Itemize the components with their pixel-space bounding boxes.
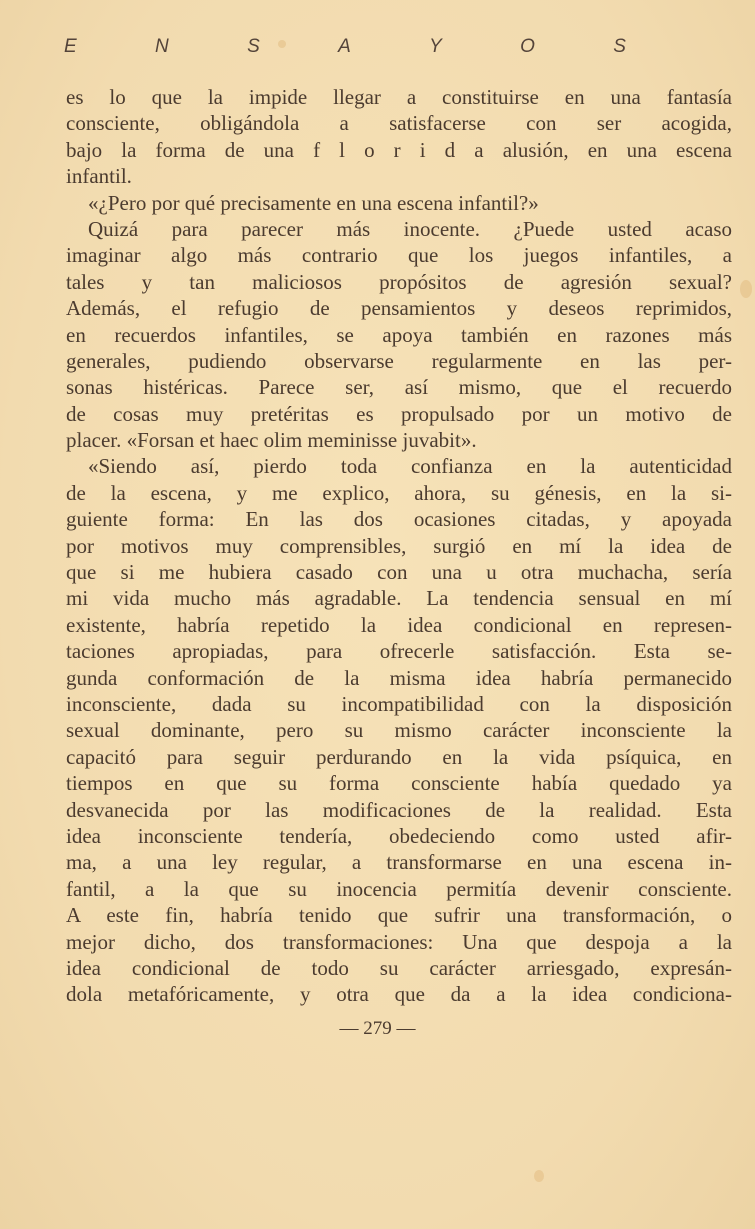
paper-stain — [740, 280, 752, 298]
header-letter: Y — [429, 36, 442, 57]
header-letter: A — [338, 36, 351, 57]
text-line: sonas histéricas. Parece ser, así mismo, que el recuerdo — [66, 375, 732, 400]
text-line: que si me hubiera casado con una u otra muchacha, sería — [66, 560, 732, 585]
body-text — [66, 84, 732, 1008]
text-line: guiente forma: En las dos ocasiones citadas, y apoyada — [66, 507, 732, 532]
text-line: gunda conformación de la misma idea habría permanecido — [66, 665, 732, 690]
text-line: A este fin, habría tenido que sufrir una transformación, o — [66, 903, 732, 928]
paper-stain — [534, 1170, 544, 1182]
text-line: infantil. — [66, 164, 132, 189]
page-number: — 279 — — [339, 1018, 416, 1039]
header-letter: O — [520, 36, 535, 57]
text-line: placer. «Forsan et haec olim meminisse juvabit». — [66, 428, 477, 453]
text-line: Quizá para parecer más inocente. ¿Puede usted acaso — [88, 216, 732, 241]
text-line: de cosas muy pretéritas es propulsado por un motivo de — [66, 401, 732, 426]
running-header — [64, 36, 626, 58]
text-line: desvanecida por las modificaciones de la realidad. Esta — [66, 797, 732, 822]
text-line: «Siendo así, pierdo toda confianza en la autenticidad — [88, 454, 732, 479]
text-line: generales, pudiendo observarse regularmente en las per- — [66, 348, 732, 373]
text-line: mi vida mucho más agradable. La tendencia sensual en mí — [66, 586, 732, 611]
text-line: inconsciente, dada su incompatibilidad con la disposición — [66, 691, 732, 716]
text-line: «¿Pero por qué precisamente en una escena infantil?» — [88, 190, 539, 215]
text-line: Además, el refugio de pensamientos y deseos reprimidos, — [66, 296, 732, 321]
text-line: taciones apropiadas, para ofrecerle satisfacción. Esta se- — [66, 639, 732, 664]
text-line: dola metafóricamente, y otra que da a la idea condiciona- — [66, 982, 732, 1007]
header-letter: S — [247, 36, 260, 57]
header-letter: S — [613, 36, 626, 57]
header-letter: E — [64, 36, 77, 57]
text-line: es lo que la impide llegar a constituirse en una fantasía — [66, 85, 732, 109]
text-line: imaginar algo más contrario que los juegos infantiles, a — [66, 243, 732, 268]
text-line: tales y tan maliciosos propósitos de agresión sexual? — [66, 269, 732, 294]
text-line: consciente, obligándola a satisfacerse con ser acogida, — [66, 111, 732, 136]
text-line: idea condicional de todo su carácter arriesgado, expresán- — [66, 955, 732, 980]
text-line: por motivos muy comprensibles, surgió en mí la idea de — [66, 533, 732, 558]
text-line: de la escena, y me explico, ahora, su génesis, en la si- — [66, 480, 732, 505]
text-line: idea inconsciente tendería, obedeciendo como usted afir- — [66, 823, 732, 848]
text-line: tiempos en que su forma consciente había quedado ya — [66, 771, 732, 796]
header-letter: N — [155, 36, 169, 57]
text-line: capacitó para seguir perdurando en la vida psíquica, en — [66, 744, 732, 769]
text-line: bajo la forma de una f l o r i d a alusión, en una escena — [66, 137, 732, 162]
text-line: ma, a una ley regular, a transformarse en una escena in- — [66, 850, 732, 875]
text-line: en recuerdos infantiles, se apoya también en razones más — [66, 322, 732, 347]
text-line: fantil, a la que su inocencia permitía devenir consciente. — [66, 876, 732, 901]
text-line: sexual dominante, pero su mismo carácter inconsciente la — [66, 718, 732, 743]
text-line: mejor dicho, dos transformaciones: Una que despoja a la — [66, 929, 732, 954]
text-line: existente, habría repetido la idea condicional en represen- — [66, 612, 732, 637]
